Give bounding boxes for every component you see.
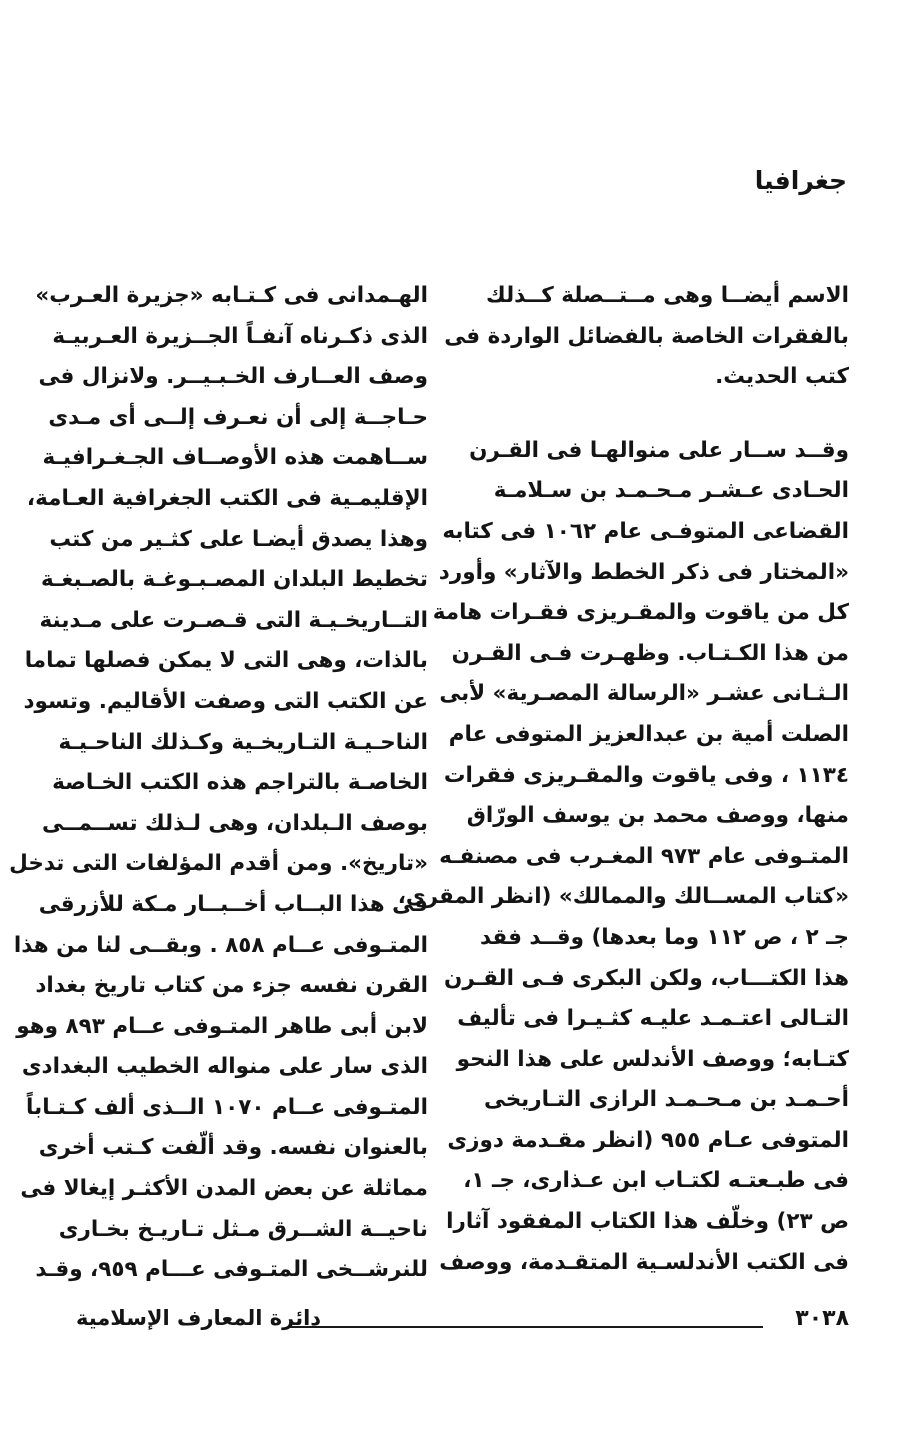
text-line: «المختار فى ذكر الخطط والآثار» وأورد: [438, 559, 849, 585]
text-line: المتـوفى عــام ١٠٧٠ الــذى ألف كـتـاباً: [26, 1094, 428, 1120]
text-line: الذى ذكـرناه آنفـاً الجــزيرة العـربيـة: [52, 323, 428, 349]
text-line: التـالى اعتـمـد عليـه كثـيـرا فى تأليف: [457, 1006, 849, 1032]
text-line: فى طبـعتـه لكتـاب ابن عـذارى، جـ ١،: [463, 1168, 849, 1194]
text-line: وهذا يصدق أيضـا على كثـير من كتب: [49, 526, 428, 552]
text-line: عن الكتب التى وصفت الأقاليم. وتسود: [23, 688, 428, 714]
text-line: لابن أبى طاهر المتـوفى عــام ٨٩٣ وهو: [16, 1013, 428, 1039]
text-line: بالفقرات الخاصة بالفضائل الواردة فى: [444, 323, 849, 349]
text-line: فى هذا البــاب أخــبــار مـكة للأزرقى: [38, 891, 428, 917]
text-line: «كتاب المســالك والممالك» (انظر المقرى،: [397, 884, 849, 910]
text-line: منها، ووصف محمد بن يوسف الورّاق: [466, 803, 849, 829]
text-line: وصف العــارف الخـبـيــر. ولانزال فى: [38, 364, 428, 390]
text-line: الذى سار على منواله الخطيب البغدادى: [21, 1054, 428, 1080]
text-line: الـثـانى عشـر «الرسالة المصـرية» لأبى: [439, 681, 849, 707]
text-line: من هذا الكـتـاب. وظهـرت فـى القـرن: [451, 640, 849, 666]
text-line: وقــد ســار على منوالهـا فى القـرن: [469, 437, 849, 463]
text-line: القرن نفسه جزء من كتاب تاريخ بغداد: [35, 973, 428, 999]
text-line: الهـمدانى فى كـتـابه «جزيرة العـرب»: [35, 283, 428, 308]
text-line: الناحـيـة التـاريخـية وكـذلك الناحـيـة: [58, 729, 428, 755]
text-line: المتـوفى عام ٩٧٣ المغـرب فى مصنفـه: [439, 843, 849, 869]
text-line: المتـوفى عــام ٨٥٨ . وبقــى لنا من هذا: [13, 932, 428, 958]
text-line: هذا الكتـــاب، ولكن البكرى فـى القـرن: [444, 965, 849, 991]
text-line: الخاصـة بالتراجم هذه الكتب الخـاصة: [52, 770, 428, 796]
text-line: التــاريخـيـة التى قـصـرت على مـدينة: [39, 607, 428, 633]
text-line: فى الكتب الأندلسـية المتقـدمة، ووصف: [439, 1249, 849, 1275]
text-line: بالذات، وهى التى لا يمكن فصلها تماما: [24, 648, 428, 674]
text-line: الحـادى عـشـر مـحـمـد بن سـلامـة: [493, 478, 849, 504]
text-line: «تاريخ». ومن أقدم المؤلفات التى تدخل: [9, 851, 428, 877]
text-line: مماثلة عن بعض المدن الأكثـر إيغالا فى: [20, 1176, 428, 1202]
text-line: ناحيــة الشــرق مـثل تـاريـخ بخـارى: [58, 1216, 428, 1242]
text-line: جـ ٢ ، ص ١١٢ وما بعدها) وقــد فقد: [479, 924, 849, 950]
text-line: للنرشــخى المتـوفى عـــام ٩٥٩، وقـد: [35, 1257, 428, 1283]
text-line: أحـمـد بن مـحـمـد الرازى التـاريخى: [483, 1087, 849, 1113]
text-line: القضاعى المتوفـى عام ١٠٦٢ فى كتابه: [442, 518, 849, 544]
paragraph: [397, 431, 849, 1283]
text-line: ســاهمت هذه الأوصــاف الجـغـرافيـة: [42, 445, 428, 471]
paragraph: [444, 276, 849, 398]
text-line: ص ٢٣) وخلّف هذا الكتاب المفقود آثارا: [446, 1209, 849, 1235]
text-line: بوصف الـبلدان، وهى لـذلك تســمــى: [42, 810, 428, 836]
running-header: جغرافيا: [754, 166, 847, 195]
text-line: الإقليمـية فى الكتب الجغرافية العـامة،: [26, 485, 428, 511]
paragraph-gap: [497, 398, 849, 431]
text-line: حـاجــة إلى أن نعـرف إلــى أى مـدى: [48, 404, 428, 430]
text-line: بالعنوان نفسه. وقد ألّفت كـتب أخرى: [38, 1135, 428, 1161]
text-line: المتوفى عـام ٩٥٥ (انظر مقـدمة دوزى: [447, 1127, 849, 1153]
right-column: [397, 276, 849, 1283]
publication-title: دائرة المعارف الإسلامية: [76, 1306, 322, 1330]
text-line: كتـابه؛ ووصف الأندلس على هذا النحو: [456, 1046, 849, 1072]
page-footer: [76, 1306, 849, 1346]
text-line: الاسم أيضــا وهى مــتــصلة كــذلك: [486, 283, 849, 308]
text-line: تخطيط البلدان المصـبـوغـة بالصـبغـة: [40, 567, 428, 593]
left-column: [9, 276, 428, 1291]
text-line: الصلت أمية بن عبدالعزيز المتوفى عام: [448, 721, 849, 747]
text-line: كتب الحديث.: [715, 364, 849, 390]
text-line: كل من ياقوت والمقـريزى فقـرات هامة: [432, 600, 849, 626]
page-number: ٣٠٣٨: [795, 1306, 849, 1331]
footer-divider: [288, 1326, 763, 1328]
text-line: ١١٣٤ ، وفى ياقوت والمقـريزى فقرات: [443, 762, 849, 788]
